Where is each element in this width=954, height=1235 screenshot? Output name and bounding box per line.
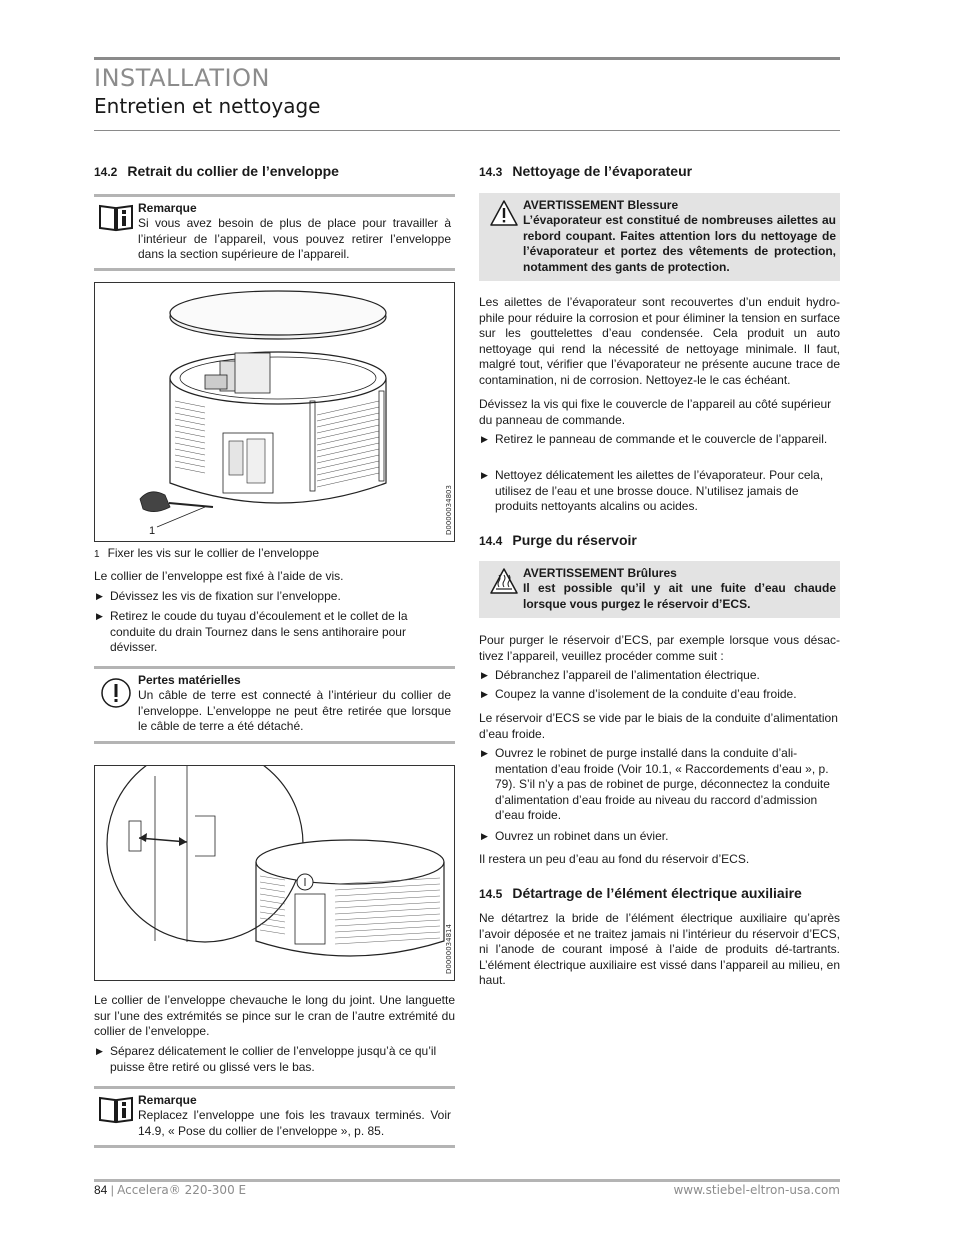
section-title: Retrait du collier de l’enveloppe — [127, 163, 339, 179]
figure-callout-number: 1 — [149, 525, 156, 537]
list-item-text: Séparez délicatement le collier de l’enveloppe jusqu’à ce qu’il puisse être retiré ou glissé vers le bas. — [110, 1044, 437, 1074]
footer-separator: | — [110, 1183, 114, 1197]
note-title: Pertes matérielles — [138, 673, 241, 687]
section-14-5-heading — [479, 885, 802, 901]
product-name: Accelera® 220-300 E — [117, 1183, 247, 1197]
paragraph: Le collier de l’enveloppe est fixé à l’aide de vis. — [94, 569, 344, 583]
note-box-space — [94, 194, 455, 271]
list-item — [479, 746, 840, 824]
warning-text: L’évaporateur est constitué de nombreuses ailettes au rebord coupant. Faites attention lors du nettoyage de l’évaporateur et portez des vêtements de protection, notamment des gants de protection. — [523, 213, 836, 274]
footer-left — [94, 1183, 246, 1197]
section-title: Purge du réservoir — [512, 532, 637, 548]
list-item — [479, 432, 840, 448]
note-box-replace — [94, 1086, 455, 1148]
bullet-arrow-icon: ▶ — [96, 1046, 103, 1056]
bullet-arrow-icon: ▶ — [96, 611, 103, 621]
note-text: Replacez l’enveloppe une fois les travaux terminés. Voir 14.9, « Pose du collier de l’enveloppe », p. 85. — [138, 1108, 451, 1138]
section-14-3-heading — [479, 163, 692, 179]
paragraph: Le réservoir d’ECS se vide par le biais de la conduite d’alimentation d’eau froide. — [479, 711, 838, 741]
note-box-material-loss — [94, 666, 455, 744]
page-title: INSTALLATION — [94, 64, 270, 92]
list-item-text: Débranchez l’appareil de l’alimentation électrique. — [495, 668, 760, 682]
warning-box-burns — [479, 561, 840, 618]
paragraph: Il restera un peu d’eau au fond du réservoir d’ECS. — [479, 852, 750, 866]
footer-rule — [94, 1179, 840, 1182]
list-item-text: Retirez le panneau de commande et le couvercle de l’appareil. — [495, 432, 828, 446]
warning-title: AVERTISSEMENT Brûlures — [523, 566, 677, 580]
section-number: 14.2 — [94, 165, 118, 179]
footer-url: www.stiebel-eltron-usa.com — [673, 1183, 840, 1197]
info-book-icon — [98, 202, 134, 237]
figure-enclosure-collar-screws — [94, 282, 455, 542]
paragraph: Les ailettes de l’évaporateur sont recouvertes d’un enduit hydro-phile pour réduire la corrosion et pour éliminer la tension en surface sur les gouttelettes d’eau condensée. Cela produit un auto nettoyage qui rend la nécessité de nettoyage minimale. Il faut, malgré tout, vérifier que l’évaporateur ne présente aucune trace de contamination, ni de corrosion. Nettoyez-le le cas échéant. — [479, 295, 840, 387]
bullet-arrow-icon: ▶ — [481, 670, 488, 680]
section-14-2-heading — [94, 163, 339, 179]
info-book-icon — [98, 1094, 134, 1129]
list-item-text: Coupez la vanne d’isolement de la conduite d’eau froide. — [495, 687, 797, 701]
bullet-arrow-icon: ▶ — [481, 470, 488, 480]
note-text: Un câble de terre est connecté à l’intérieur du collier de l’enveloppe. L’enveloppe ne peut être retirée que lorsque le câble de terre a été détaché. — [138, 688, 451, 734]
heat-pump-illustration — [95, 283, 454, 541]
paragraph: Dévissez la vis qui fixe le couvercle de l’appareil au côté supérieur du panneau de commande. — [479, 397, 832, 427]
page-number: 84 — [94, 1183, 108, 1197]
figure-code: D0000034803 — [445, 485, 453, 535]
list-item-text: Ouvrez un robinet dans un évier. — [495, 829, 669, 843]
header-bottom-rule — [94, 130, 840, 131]
section-title: Nettoyage de l’évaporateur — [512, 163, 693, 179]
figure-code: D0000034814 — [445, 924, 453, 974]
list-item — [479, 668, 840, 684]
page-subtitle: Entretien et nettoyage — [94, 94, 321, 118]
paragraph: Le collier de l’enveloppe chevauche le long du joint. Une languette sur l’une des extrémités se pince sur le cran de l’autre extrémité du collier de l’enveloppe. — [94, 993, 455, 1039]
paragraph: Pour purger le réservoir d’ECS, par exemple lorsque vous désac-tivez l’appareil, veuillez procéder comme suit : — [479, 633, 840, 663]
paragraph: Ne détartrez la bride de l’élément électrique auxiliaire qu’après l’avoir déposée et ne traitez jamais ni l’intérieur du réservoir d’ECS, ni l’anode de courant imposé à l’aide de produits dé-tartrants. L’élément électrique auxiliaire est vissé dans l’appareil au milieu, en haut. — [479, 911, 840, 988]
bullet-arrow-icon: ▶ — [481, 434, 488, 444]
list-item — [94, 589, 455, 605]
warning-triangle-icon — [489, 199, 519, 232]
figure-caption — [94, 546, 319, 562]
note-text: Si vous avez besoin de plus de place pour travailler à l’intérieur de l’appareil, vous pouvez retirer l’enveloppe dans la section supérieure de l’appareil. — [138, 216, 451, 262]
bullet-arrow-icon: ▶ — [481, 831, 488, 841]
bullet-arrow-icon: ▶ — [481, 689, 488, 699]
list-item-text: Nettoyez délicatement les ailettes de l’évaporateur. Pour cela, utilisez de l’eau et une brosse douce. N’utilisez jamais de produits nettoyants alcalins ou acides. — [495, 468, 824, 514]
hot-surface-warning-icon — [489, 567, 519, 600]
collar-detail-illustration — [95, 766, 454, 980]
section-title: Détartrage de l’élément électrique auxiliaire — [512, 885, 802, 901]
list-item — [479, 687, 840, 703]
list-item-text: Dévissez les vis de fixation sur l’enveloppe. — [110, 589, 341, 603]
warning-box-injury — [479, 193, 840, 281]
exclamation-circle-icon — [100, 677, 132, 714]
caption-text: Fixer les vis sur le collier de l’enveloppe — [107, 546, 319, 560]
note-title: Remarque — [138, 1093, 197, 1107]
header-top-rule — [94, 57, 840, 60]
figure-collar-overlap — [94, 765, 455, 981]
list-item — [479, 468, 840, 515]
bullet-arrow-icon: ▶ — [96, 591, 103, 601]
section-14-4-heading — [479, 532, 637, 548]
caption-number: 1 — [94, 549, 100, 560]
note-title: Remarque — [138, 201, 197, 215]
section-number: 14.5 — [479, 887, 503, 901]
section-number: 14.4 — [479, 534, 503, 548]
list-item — [94, 609, 455, 656]
section-number: 14.3 — [479, 165, 503, 179]
bullet-arrow-icon: ▶ — [481, 748, 488, 758]
list-item — [479, 829, 840, 845]
list-item — [94, 1044, 455, 1075]
list-item-text: Retirez le coude du tuyau d’écoulement et le collet de la conduite du drain Tournez dans le sens antihoraire pour dévisser. — [110, 609, 408, 655]
warning-text: Il est possible qu’il y ait une fuite d’eau chaude lorsque vous purgez le réservoir d’ECS. — [523, 581, 836, 611]
list-item-text: Ouvrez le robinet de purge installé dans la conduite d’ali-mentation d’eau froide (Voir 10.1, « Raccordements d’eau », p. 79). S’il n’y a pas de robinet de purge, déconnectez la conduite d’alimentation d’eau froide au niveau du raccord d’admission d’eau froide. — [495, 746, 830, 823]
warning-title: AVERTISSEMENT Blessure — [523, 198, 679, 212]
